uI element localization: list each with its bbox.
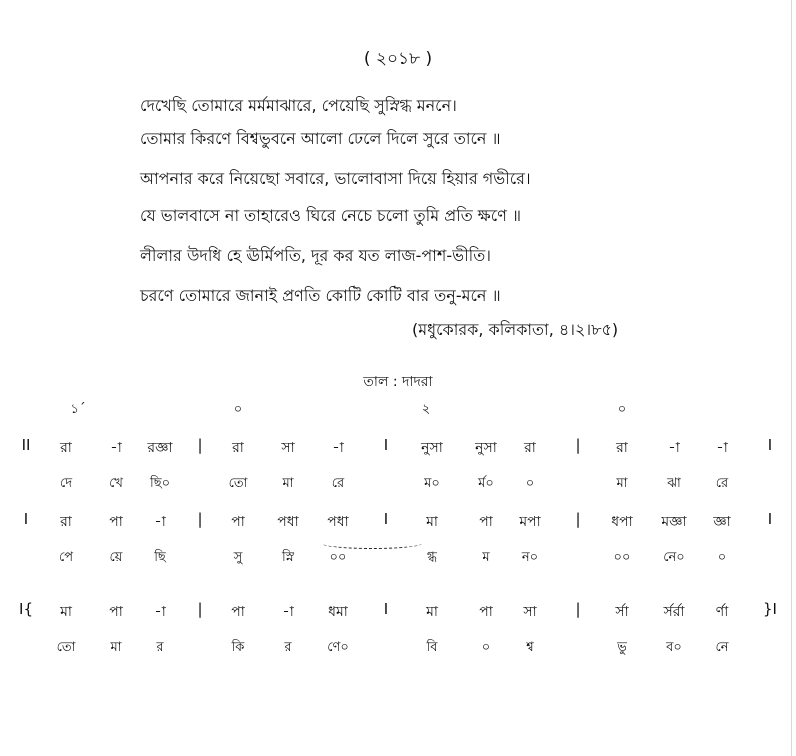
note-cell: র্ণা: [715, 604, 729, 620]
syllable-cell: ছি০: [149, 476, 171, 491]
note-cell: মা: [426, 514, 438, 530]
beat-divider: |: [197, 436, 203, 454]
syllable-cell: ০০: [329, 550, 347, 565]
note-cell: ধমা: [328, 604, 348, 620]
syllable-cell: ব০: [666, 640, 682, 655]
note-cell: পধা: [327, 514, 349, 530]
row-close-bar: }I: [763, 600, 777, 618]
note-cell: পা: [479, 604, 493, 620]
syllable-cell: র্ম০: [478, 476, 494, 491]
note-cell: র্সা: [615, 604, 629, 620]
lyric-line-6: চরণে তোমারে জানাই প্রণতি কোটি কোটি বার তনু-মনে ॥: [140, 286, 501, 305]
beat-mark-3: ২: [421, 402, 431, 417]
syllable-cell: ০০: [613, 550, 631, 565]
syllable-cell: গ্ধ: [427, 550, 437, 565]
lyric-line-5: লীলার উদধি হে ঊর্মিপতি, দূর কর যত লাজ-পাশ-ভীতি।: [140, 246, 491, 265]
lyric-line-4: যে ভালবাসে না তাহারেও ঘিরে নেচে চলো তুমি প্রতি ক্ষণে ॥: [140, 206, 522, 225]
note-cell: -া: [716, 440, 728, 456]
syllable-cell: পে: [58, 550, 74, 565]
syllable-cell: নে: [715, 640, 729, 655]
syllable-cell: তো: [228, 476, 248, 491]
note-cell: পা: [109, 604, 123, 620]
source-citation: (মধুকোরক, কলিকাতা, ৪।২।৮৫): [412, 320, 619, 339]
note-cell: পধা: [277, 514, 299, 530]
syllable-cell: ০: [525, 476, 535, 491]
slur-mark: [322, 538, 422, 549]
note-cell: -া: [282, 604, 294, 620]
syllable-cell: ভু: [617, 640, 627, 655]
beat-divider: |: [575, 510, 581, 528]
syllable-cell: মা: [282, 476, 294, 491]
syllable-cell: স্নি: [282, 550, 294, 565]
syllable-cell: ম০: [424, 476, 440, 491]
note-cell: জ্ঞা: [713, 514, 731, 530]
syllable-cell: ছি: [154, 550, 166, 565]
note-cell: রা: [60, 514, 72, 530]
note-cell: -া: [154, 514, 166, 530]
note-cell: মা: [426, 604, 438, 620]
note-cell: পা: [231, 604, 245, 620]
beat-divider: |: [575, 600, 581, 618]
row-open-bar: II: [21, 436, 31, 454]
note-cell: মজ্ঞা: [661, 514, 687, 530]
syllable-cell: দে: [59, 476, 73, 491]
note-cell: সা: [523, 604, 537, 620]
note-cell: নুসা: [421, 440, 443, 456]
lyric-line-2: তোমার কিরণে বিশ্বভুবনে আলো ঢেলে দিলে সুরে তানে ॥: [140, 129, 501, 148]
note-cell: -া: [668, 440, 680, 456]
note-cell: মপা: [519, 514, 541, 530]
beat-divider: |: [197, 600, 203, 618]
syllable-cell: র: [156, 640, 164, 655]
note-cell: -া: [332, 440, 344, 456]
syllable-cell: রে: [331, 476, 345, 491]
syllable-cell: ০: [481, 640, 491, 655]
syllable-cell: ণে০: [327, 640, 349, 655]
note-cell: রা: [232, 440, 244, 456]
note-cell: সা: [281, 440, 295, 456]
syllable-cell: ন০: [521, 550, 539, 565]
syllable-cell: মা: [110, 640, 122, 655]
note-cell: নুসা: [475, 440, 497, 456]
note-cell: -া: [110, 440, 122, 456]
lyric-line-3: আপনার করে নিয়েছো সবারে, ভালোবাসা দিয়ে হিয়ার গভীরে।: [140, 169, 531, 188]
note-cell: মা: [60, 604, 72, 620]
syllable-cell: র: [284, 640, 292, 655]
taal-label: তাল : দাদরা: [363, 374, 433, 390]
syllable-cell: তো: [56, 640, 76, 655]
syllable-cell: মা: [616, 476, 628, 491]
syllable-cell: য়ে: [109, 550, 123, 565]
note-cell: রা: [616, 440, 628, 456]
syllable-cell: সু: [233, 550, 243, 565]
syllable-cell: শ্ব: [526, 640, 534, 655]
row-open-bar: I: [23, 510, 29, 528]
beat-mark-2: ০: [233, 402, 243, 417]
row-open-bar: I{: [19, 600, 33, 618]
note-cell: পা: [109, 514, 123, 530]
beat-divider: |: [575, 436, 581, 454]
syllable-cell: কি: [231, 640, 245, 655]
syllable-cell: ঝা: [667, 476, 681, 491]
syllable-cell: বি: [426, 640, 438, 655]
note-cell: রা: [60, 440, 72, 456]
beat-divider: I: [383, 436, 389, 454]
syllable-cell: ম: [482, 550, 490, 565]
note-cell: র্সর্রা: [663, 604, 685, 620]
note-cell: পা: [231, 514, 245, 530]
lyric-line-1: দেখেছি তোমারে মর্মমাঝারে, পেয়েছি সুস্নিগ্ধ মননে।: [140, 96, 457, 115]
row-close-bar: I: [767, 510, 773, 528]
beat-divider: I: [383, 510, 389, 528]
syllable-cell: ০: [717, 550, 727, 565]
note-cell: -া: [154, 604, 166, 620]
note-cell: ধপা: [611, 514, 633, 530]
syllable-cell: খে: [109, 476, 123, 491]
syllable-cell: রে: [715, 476, 729, 491]
beat-divider: I: [383, 600, 389, 618]
note-cell: রা: [524, 440, 536, 456]
beat-mark-4: ০: [617, 402, 627, 417]
row-close-bar: I: [767, 436, 773, 454]
beat-divider: |: [197, 510, 203, 528]
syllable-cell: নে০: [663, 550, 685, 565]
page-number: ( ২০১৮ ): [363, 49, 433, 69]
note-cell: রজ্ঞা: [147, 440, 173, 456]
beat-mark-1: ১´: [70, 402, 86, 417]
note-cell: পা: [479, 514, 493, 530]
